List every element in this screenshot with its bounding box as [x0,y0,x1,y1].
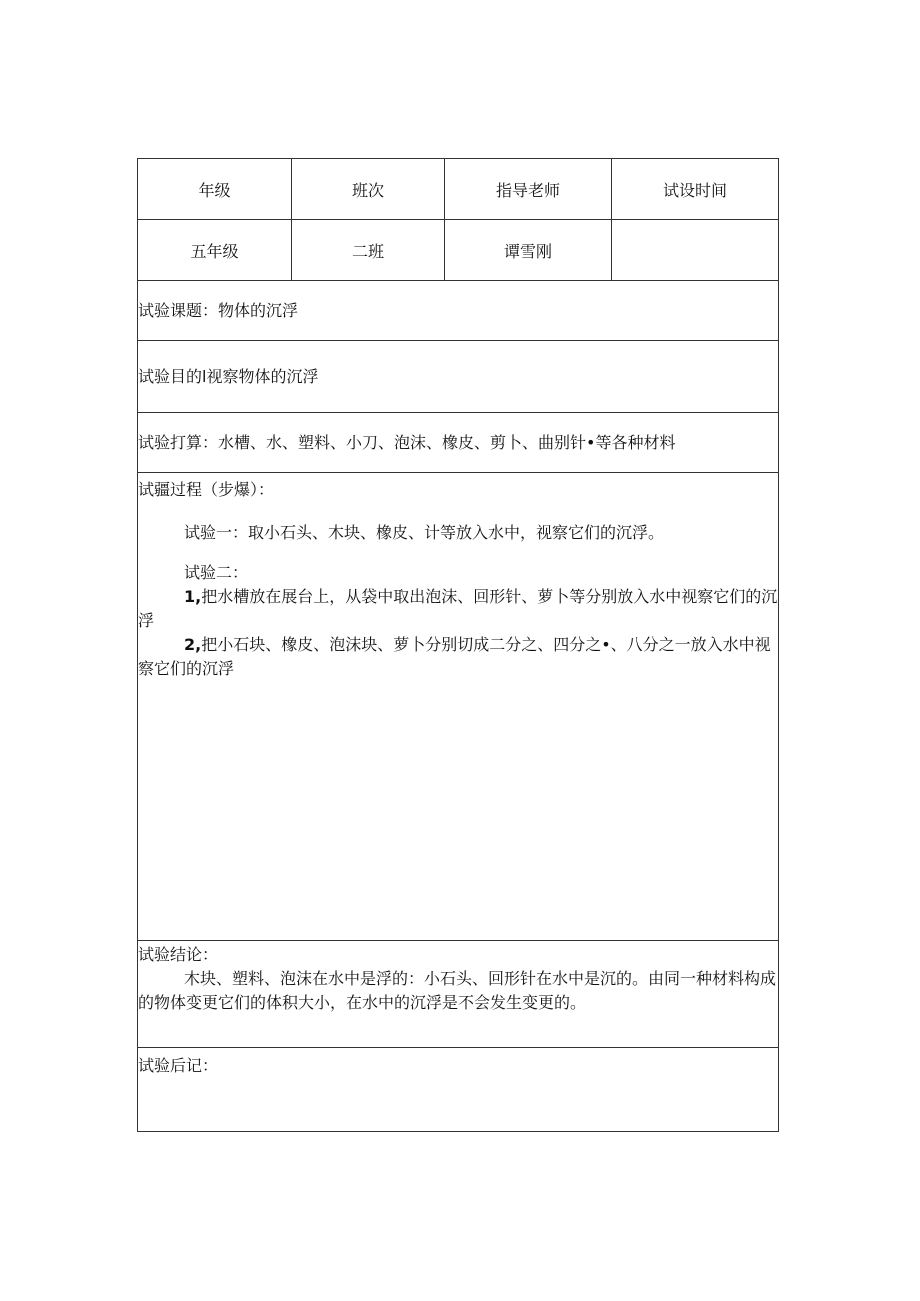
notes-section [138,1048,778,1132]
header-label-row [138,159,778,220]
conclusion-heading: 试验结论： [138,945,219,964]
class-label: 班次 [292,159,445,219]
step-text: 把小石块、橡皮、泡沫块、萝卜分别切成二分之、四分之•、八分之一放入水中视察它们的沉浮 [138,635,771,678]
header-value-row [138,220,778,281]
step-number: 1, [184,587,202,606]
experiment-two-step [138,585,778,633]
teacher-label: 指导老师 [445,159,612,219]
experiment-two-step [138,633,778,681]
purpose-text: 试验目的l视察物体的沉浮 [138,366,319,386]
notes-heading: 试验后记： [138,1056,219,1075]
class-value: 二班 [292,220,445,280]
step-text: 把水槽放在展台上，从袋中取出泡沫、回形针、萝卜等分别放入水中视察它们的沉浮 [138,587,778,630]
experiment-two-heading: 试验二： [184,563,249,582]
topic-text: 试验课题：物体的沉浮 [138,300,299,320]
conclusion-section [138,941,778,1048]
preparation-row [138,413,778,473]
teacher-value: 谭雪刚 [445,220,612,280]
process-heading: 试疆过程（步爆）： [138,480,275,499]
step-number: 2, [184,635,202,654]
process-section [138,473,778,941]
time-label: 试设时间 [662,180,727,200]
topic-row [138,281,778,341]
conclusion-text: 木块、塑料、泡沫在水中是浮的：小石头、回形针在水中是沉的。由同一种材料构成的物体变更它们的体积大小，在水中的沉浮是不会发生变更的。 [138,969,777,1012]
experiment-record-table [137,158,779,1132]
preparation-text: 试验打算：水槽、水、塑料、小刀、泡沫、橡皮、剪卜、曲别针•等各种材料 [138,432,676,452]
time-value [612,220,778,280]
grade-label: 年级 [138,159,292,219]
experiment-one-text: 试验一：取小石头、木块、橡皮、计等放入水中，视察它们的沉浮。 [184,523,665,542]
purpose-row [138,341,778,413]
grade-value: 五年级 [138,220,292,280]
